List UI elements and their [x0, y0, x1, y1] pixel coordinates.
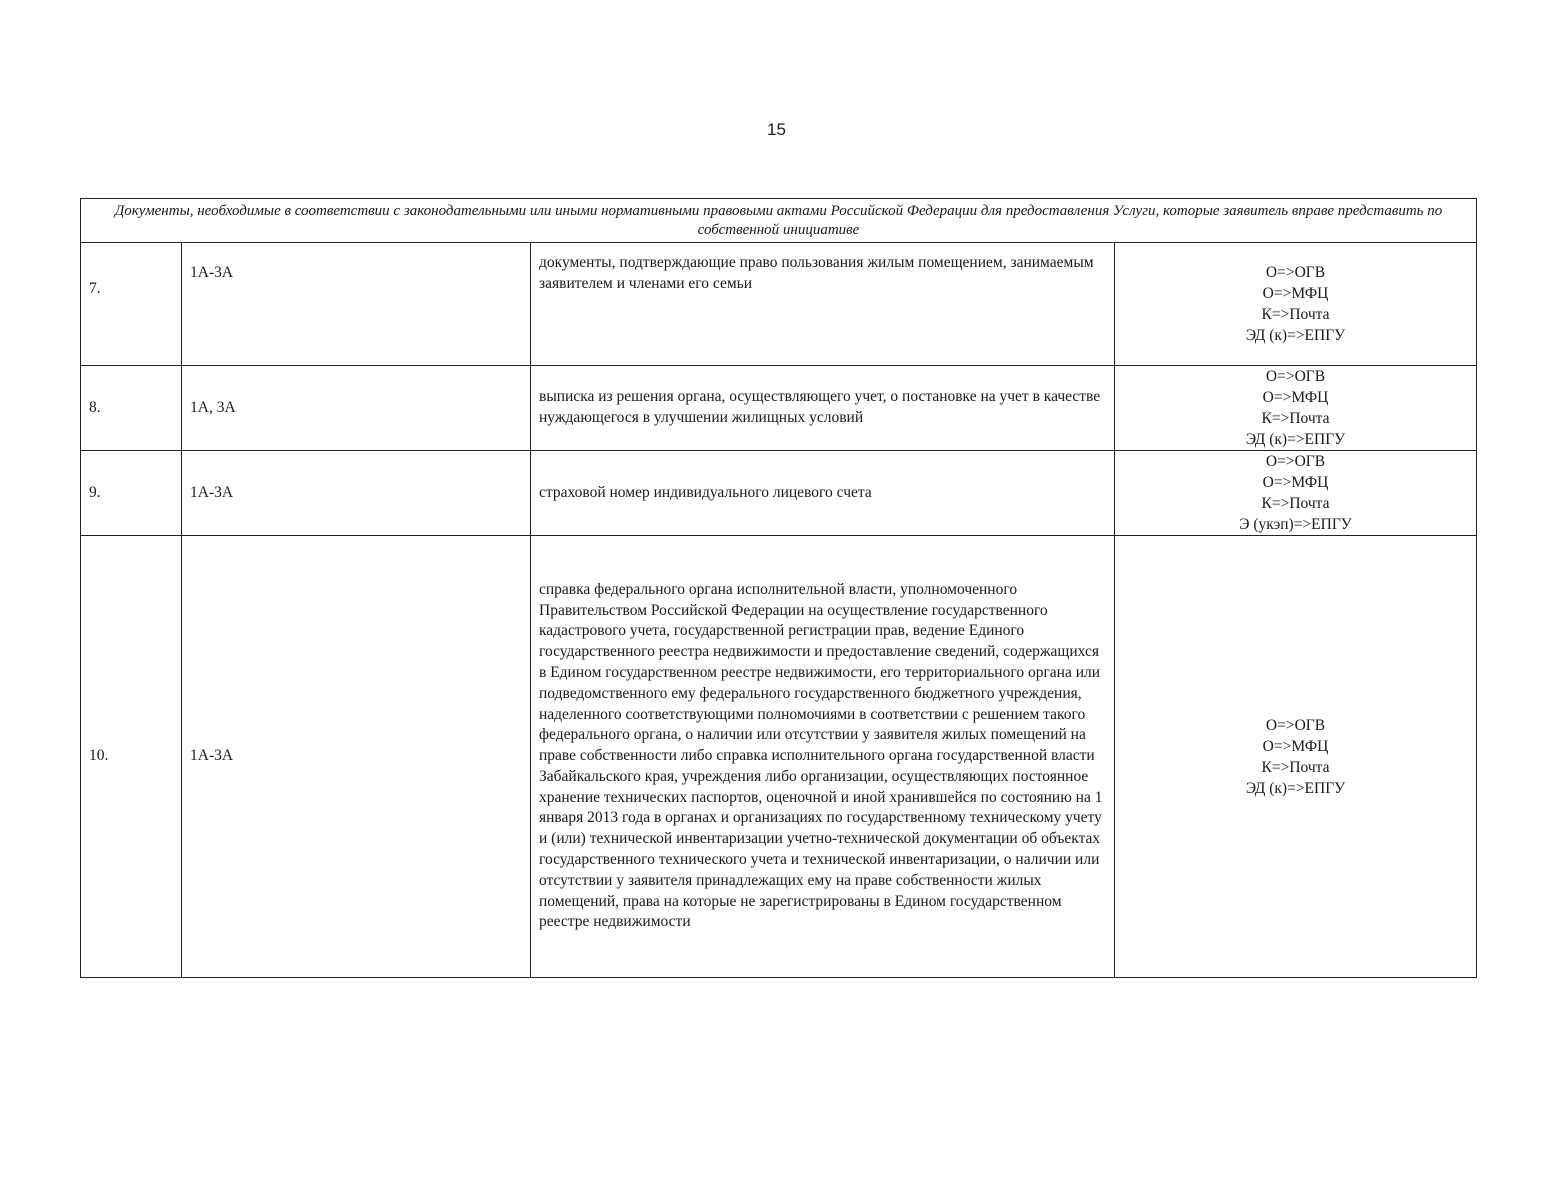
table-row — [81, 536, 1477, 978]
method-line: К=>Почта — [1261, 306, 1330, 323]
method-line: ЭД (к)=>ЕПГУ — [1245, 327, 1346, 344]
category-code: 1А-3А — [182, 451, 531, 536]
row-number: 9. — [81, 451, 182, 536]
method-line: О=>МФЦ — [1262, 389, 1329, 406]
method-line: ЭД (к)=>ЕПГУ — [1245, 779, 1346, 797]
document-description: выписка из решения органа, осуществляющего учет, о постановке на учет в качестве нуждающегося в улучшении жилищных условий — [531, 366, 1115, 451]
document-description: документы, подтверждающие право пользования жилым помещением, занимаемым заявителем и членами его семьи — [531, 243, 1115, 366]
document-description: страховой номер индивидуального лицевого счета — [531, 451, 1115, 536]
table-header-row — [81, 199, 1477, 243]
row-number: 8. — [81, 366, 182, 451]
method-line: О=>ОГВ — [1265, 368, 1326, 385]
method-line: О=>ОГВ — [1265, 716, 1326, 734]
category-code: 1А, 3А — [182, 366, 531, 451]
table-row — [81, 451, 1477, 536]
table-row — [81, 366, 1477, 451]
method-line: О=>МФЦ — [1262, 474, 1329, 491]
submission-methods — [1115, 451, 1477, 536]
category-code: 1А-3А — [182, 243, 531, 366]
method-line: О=>ОГВ — [1265, 453, 1326, 470]
page-number: 15 — [767, 120, 786, 139]
method-line: К=>Почта — [1261, 758, 1330, 776]
document-description: справка федерального органа исполнительной власти, уполномоченного Правительством Российской Федерации на осуществление государственного кадастрового учета, государственной регистрации прав, ведение Единого государственного реестра недвижимости и предоставление сведений, содержащихся в Едином государственном реестре недвижимости, его территориального органа или подведомственного ему федерального государственного бюджетного учреждения, наделенного соответствующими полномочиями в соответствии с решением такого федерального органа, о наличии или отсутствии у заявителя жилых помещений на праве собственности либо справка исполнительного органа государственной власти Забайкальского края, учреждения либо организации, осуществляющих постоянное хранение технических паспортов, оценочной и иной хранившейся по состоянию на 1 января 2013 года в органах и организациях по государственному техническому учету и (или) технической инвентаризации учетно-технической документации об объектах государственного технического учета и технической инвентаризации, о наличии или отсутствии у заявителя принадлежащих ему на праве собственности жилых помещений, права на которые не зарегистрированы в Едином государственном реестре недвижимости — [531, 536, 1115, 978]
documents-table — [80, 198, 1477, 978]
row-number: 10. — [81, 536, 182, 978]
method-line: Э (укэп)=>ЕПГУ — [1239, 516, 1352, 533]
category-code: 1А-3А — [182, 536, 531, 978]
table-section-header: Документы, необходимые в соответствии с законодательными или иными нормативными правовыми актами Российской Федерации для предоставления Услуги, которые заявитель вправе представить по собственной инициативе — [81, 199, 1477, 243]
submission-methods — [1115, 366, 1477, 451]
table-row — [81, 243, 1477, 366]
method-line: К=>Почта — [1261, 410, 1330, 427]
method-line: ЭД (к)=>ЕПГУ — [1245, 431, 1346, 448]
method-line: О=>МФЦ — [1262, 285, 1329, 302]
submission-methods — [1115, 536, 1477, 978]
method-line: О=>МФЦ — [1262, 737, 1329, 755]
row-number: 7. — [81, 243, 182, 366]
method-line: К=>Почта — [1261, 495, 1330, 512]
submission-methods — [1115, 243, 1477, 366]
method-line: О=>ОГВ — [1265, 264, 1326, 281]
